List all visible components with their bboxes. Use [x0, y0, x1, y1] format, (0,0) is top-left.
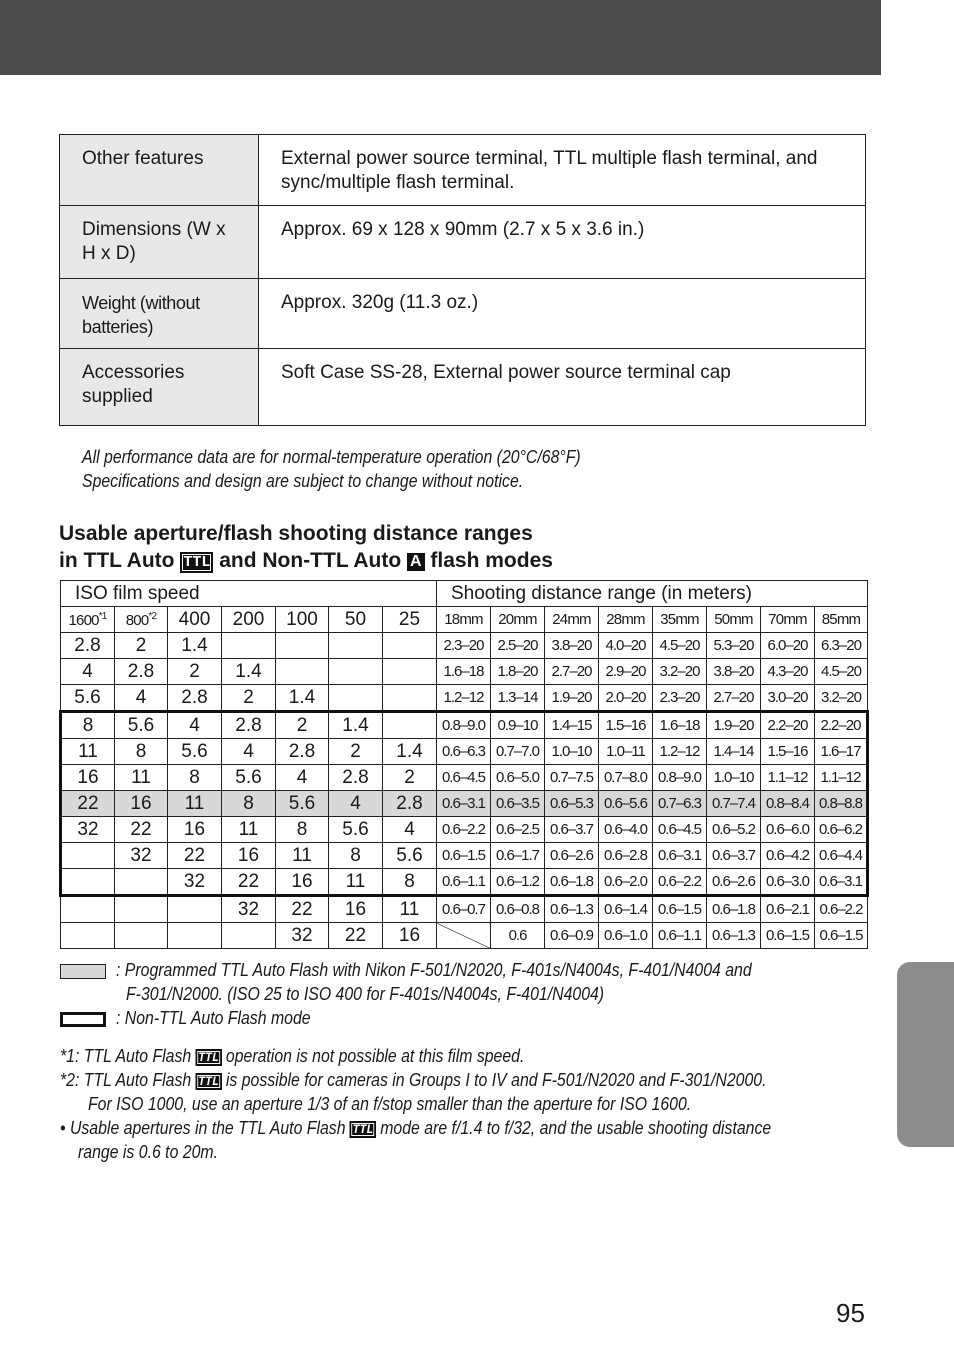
iso-column-header: 1600$^{*1}$	[61, 607, 115, 633]
aperture-cell: 8	[61, 712, 115, 739]
ttl-icon: TTL	[350, 1121, 376, 1138]
distance-range-cell: 0.6–1.1	[437, 869, 491, 896]
distance-range-cell: 0.9–10	[491, 712, 545, 739]
aperture-cell: 11	[383, 896, 437, 923]
distance-range-cell: 0.6–3.5	[491, 791, 545, 817]
aperture-cell	[329, 685, 383, 712]
aperture-cell: 5.6	[61, 685, 115, 712]
distance-range-cell: 0.6–6.3	[437, 739, 491, 765]
distance-range-cell: 4.5–20	[815, 659, 868, 685]
distance-range-cell: 0.6–2.6	[545, 843, 599, 869]
aperture-cell: 4	[329, 791, 383, 817]
spec-row	[60, 206, 866, 279]
distance-range-cell: 0.7–7.0	[491, 739, 545, 765]
spec-value: Soft Case SS-28, External power source terminal cap	[259, 349, 866, 426]
aperture-cell	[61, 869, 115, 896]
distance-range-cell: 0.6–2.2	[437, 817, 491, 843]
outline-swatch	[60, 1012, 106, 1027]
distance-range-cell: 0.6–6.2	[815, 817, 868, 843]
distance-range-cell: 4.5–20	[653, 633, 707, 659]
aperture-cell: 22	[115, 817, 168, 843]
aperture-cell	[115, 923, 168, 949]
focal-column-header: 28mm	[599, 607, 653, 633]
distance-range-cell: 1.8–20	[491, 659, 545, 685]
distance-range-cell: 0.6–6.0	[761, 817, 815, 843]
range-header: Shooting distance range (in meters)	[437, 581, 868, 607]
aperture-cell: 2.8	[276, 739, 329, 765]
distance-range-cell: 1.2–12	[437, 685, 491, 712]
aperture-cell: 2.8	[115, 659, 168, 685]
distance-range-cell: 0.8–8.4	[761, 791, 815, 817]
distance-range-cell: 0.6–4.5	[437, 765, 491, 791]
distance-range-cell: 1.9–20	[707, 712, 761, 739]
spec-row	[60, 135, 866, 206]
distance-range-cell: 0.6–1.7	[491, 843, 545, 869]
footnote-2-cont: For ISO 1000, use an aperture 1/3 of an f/stop smaller than the aperture for ISO 1600.	[88, 1094, 692, 1114]
aperture-cell: 8	[222, 791, 276, 817]
spec-label: Accessories supplied	[60, 349, 259, 426]
aperture-cell: 22	[276, 896, 329, 923]
aperture-cell	[168, 923, 222, 949]
aperture-cell: 32	[276, 923, 329, 949]
fn-text: is possible for cameras in Groups I to IV and F-501/N2020 and F-301/N2000.	[225, 1070, 767, 1090]
focal-column-header: 70mm	[761, 607, 815, 633]
distance-range-cell: 0.7–6.3	[653, 791, 707, 817]
aperture-cell: 16	[115, 791, 168, 817]
gray-swatch	[60, 964, 106, 979]
table-row	[61, 712, 868, 739]
aperture-cell	[383, 659, 437, 685]
legend-outline-text: : Non-TTL Auto Flash mode	[116, 1008, 311, 1028]
distance-range-cell: 0.6–5.2	[707, 817, 761, 843]
distance-range-cell: 0.6–4.5	[653, 817, 707, 843]
aperture-cell: 22	[329, 923, 383, 949]
distance-range-cell: 0.6–1.2	[491, 869, 545, 896]
aperture-cell: 32	[222, 896, 276, 923]
bullet-note-cont: range is 0.6 to 20m.	[78, 1142, 219, 1162]
note-line: All performance data are for normal-temperature operation (20°C/68°F)	[82, 447, 581, 467]
aperture-cell: 8	[329, 843, 383, 869]
aperture-cell: 1.4	[383, 739, 437, 765]
distance-range-cell: 1.0–11	[599, 739, 653, 765]
aperture-cell: 16	[61, 765, 115, 791]
aperture-cell: 1.4	[168, 633, 222, 659]
aperture-cell: 11	[329, 869, 383, 896]
distance-range-cell: 0.6–2.8	[599, 843, 653, 869]
fn-text: mode are f/1.4 to f/32, and the usable shooting distance	[380, 1118, 772, 1138]
distance-range-cell: 1.6–18	[437, 659, 491, 685]
distance-range-cell: 1.0–10	[707, 765, 761, 791]
distance-range-cell: 0.6–1.5	[815, 923, 868, 949]
distance-range-cell: 0.6–2.1	[761, 896, 815, 923]
aperture-cell: 16	[168, 817, 222, 843]
aperture-cell: 22	[168, 843, 222, 869]
table-row	[61, 739, 868, 765]
distance-range-cell: 1.3–14	[491, 685, 545, 712]
table-row	[61, 765, 868, 791]
distance-range-cell: 0.6–5.6	[599, 791, 653, 817]
aperture-cell: 11	[115, 765, 168, 791]
distance-range-cell	[437, 923, 491, 949]
distance-range-cell: 0.6–2.0	[599, 869, 653, 896]
footnote-1	[60, 1044, 524, 1068]
distance-range-cell: 0.6–2.6	[707, 869, 761, 896]
distance-range-cell: 1.6–18	[653, 712, 707, 739]
distance-range-cell: 0.6–1.5	[437, 843, 491, 869]
iso-column-header: 100	[276, 607, 329, 633]
iso-header: ISO film speed	[61, 581, 437, 607]
spec-table	[59, 134, 866, 426]
aperture-cell: 8	[276, 817, 329, 843]
distance-range-cell: 0.8–8.8	[815, 791, 868, 817]
heading-line: Usable aperture/flash shooting distance ranges	[59, 522, 533, 545]
aperture-cell	[61, 843, 115, 869]
distance-range-cell: 1.1–12	[761, 765, 815, 791]
performance-notes	[82, 445, 581, 493]
aperture-cell: 11	[276, 843, 329, 869]
distance-range-cell: 0.6–0.7	[437, 896, 491, 923]
distance-range-cell: 2.7–20	[707, 685, 761, 712]
distance-range-cell: 2.0–20	[599, 685, 653, 712]
aperture-cell	[276, 659, 329, 685]
distance-range-cell: 3.8–20	[707, 659, 761, 685]
distance-range-cell: 0.6–1.8	[545, 869, 599, 896]
aperture-cell	[222, 923, 276, 949]
aperture-cell: 11	[222, 817, 276, 843]
aperture-cell: 2	[276, 712, 329, 739]
aperture-cell: 2.8	[383, 791, 437, 817]
distance-range-cell: 0.6–3.0	[761, 869, 815, 896]
distance-range-cell: 0.6–3.1	[653, 843, 707, 869]
aperture-cell: 22	[222, 869, 276, 896]
distance-range-cell: 0.6–1.3	[707, 923, 761, 949]
distance-range-cell: 2.2–20	[761, 712, 815, 739]
aperture-cell: 2.8	[61, 633, 115, 659]
aperture-cell: 8	[383, 869, 437, 896]
distance-range-cell: 1.6–17	[815, 739, 868, 765]
distance-range-cell: 0.6–3.1	[437, 791, 491, 817]
ttl-icon: TTL	[196, 1073, 222, 1090]
focal-column-header: 18mm	[437, 607, 491, 633]
distance-range-cell: 0.6–1.8	[707, 896, 761, 923]
aperture-cell	[329, 633, 383, 659]
aperture-cell: 2.8	[329, 765, 383, 791]
aperture-cell: 5.6	[115, 712, 168, 739]
distance-range-cell: 0.6–3.7	[545, 817, 599, 843]
spec-label: Other features	[60, 135, 259, 206]
distance-range-cell: 2.3–20	[437, 633, 491, 659]
aperture-cell: 5.6	[168, 739, 222, 765]
distance-range-cell: 0.6–4.2	[761, 843, 815, 869]
distance-range-cell: 0.6–1.5	[761, 923, 815, 949]
distance-range-cell: 2.9–20	[599, 659, 653, 685]
distance-range-cell: 5.3–20	[707, 633, 761, 659]
legend-gray-text: : Programmed TTL Auto Flash with Nikon F-501/N2020, F-401s/N4004s, F-401/N4004 and	[116, 960, 752, 980]
aperture-cell: 4	[61, 659, 115, 685]
distance-range-cell: 0.8–9.0	[653, 765, 707, 791]
section-heading	[59, 520, 553, 574]
table-row	[61, 791, 868, 817]
aperture-cell: 4	[222, 739, 276, 765]
aperture-cell: 5.6	[383, 843, 437, 869]
aperture-cell: 16	[329, 896, 383, 923]
distance-range-cell: 3.2–20	[653, 659, 707, 685]
distance-range-cell: 0.6–3.7	[707, 843, 761, 869]
aperture-cell: 11	[61, 739, 115, 765]
distance-range-cell: 0.7–7.4	[707, 791, 761, 817]
distance-range-cell: 0.7–7.5	[545, 765, 599, 791]
aperture-cell	[383, 633, 437, 659]
aperture-cell	[222, 633, 276, 659]
aperture-cell: 2.8	[222, 712, 276, 739]
iso-column-header: 800$^{*2}$	[115, 607, 168, 633]
spec-value: Approx. 69 x 128 x 90mm (2.7 x 5 x 3.6 in.)	[259, 206, 866, 279]
aperture-cell: 2	[222, 685, 276, 712]
aperture-cell: 4	[383, 817, 437, 843]
spec-value: Approx. 320g (11.3 oz.)	[259, 279, 866, 349]
distance-range-cell: 0.6–5.0	[491, 765, 545, 791]
table-row	[61, 843, 868, 869]
distance-range-cell: 0.6–2.2	[815, 896, 868, 923]
aperture-cell: 8	[168, 765, 222, 791]
distance-range-cell: 0.8–9.0	[437, 712, 491, 739]
note-line: Specifications and design are subject to change without notice.	[82, 471, 524, 491]
table-header-row	[61, 581, 868, 607]
distance-range-cell: 0.6–1.0	[599, 923, 653, 949]
distance-range-cell: 2.7–20	[545, 659, 599, 685]
legend-gray-text-cont: F-301/N2000. (ISO 25 to ISO 400 for F-401s/N4004s, F-401/N4004)	[126, 984, 605, 1004]
aperture-cell: 16	[222, 843, 276, 869]
distance-range-cell: 1.4–15	[545, 712, 599, 739]
focal-column-header: 24mm	[545, 607, 599, 633]
aperture-cell	[115, 869, 168, 896]
distance-range-cell: 1.4–14	[707, 739, 761, 765]
aperture-cell	[383, 712, 437, 739]
distance-range-cell: 2.3–20	[653, 685, 707, 712]
focal-column-header: 50mm	[707, 607, 761, 633]
table-row	[61, 633, 868, 659]
distance-range-cell: 0.7–8.0	[599, 765, 653, 791]
table-row	[61, 923, 868, 949]
table-row	[61, 869, 868, 896]
iso-column-header: 25	[383, 607, 437, 633]
distance-range-cell: 0.6–1.5	[653, 896, 707, 923]
distance-range-cell: 1.1–12	[815, 765, 868, 791]
aperture-cell: 22	[61, 791, 115, 817]
heading-line	[59, 547, 553, 574]
distance-range-cell: 0.6–4.4	[815, 843, 868, 869]
aperture-cell	[276, 633, 329, 659]
aperture-distance-table	[59, 580, 869, 949]
distance-range-cell: 1.5–16	[761, 739, 815, 765]
footnote-2	[60, 1068, 767, 1092]
distance-range-cell: 1.5–16	[599, 712, 653, 739]
aperture-cell: 2	[115, 633, 168, 659]
distance-range-cell: 0.6–0.8	[491, 896, 545, 923]
aperture-cell: 2	[329, 739, 383, 765]
column-header-row	[61, 607, 868, 633]
distance-range-cell: 3.2–20	[815, 685, 868, 712]
aperture-cell: 32	[115, 843, 168, 869]
table-row	[61, 817, 868, 843]
aperture-cell	[61, 896, 115, 923]
distance-range-cell: 0.6–2.2	[653, 869, 707, 896]
distance-range-cell: 0.6–1.3	[545, 896, 599, 923]
focal-column-header: 35mm	[653, 607, 707, 633]
side-tab	[897, 962, 954, 1147]
aperture-cell: 32	[168, 869, 222, 896]
iso-column-header: 50	[329, 607, 383, 633]
aperture-cell: 4	[168, 712, 222, 739]
distance-range-cell: 4.3–20	[761, 659, 815, 685]
heading-text: in TTL Auto	[59, 549, 175, 572]
distance-range-cell: 0.6–1.4	[599, 896, 653, 923]
aperture-cell: 11	[168, 791, 222, 817]
aperture-cell: 2	[168, 659, 222, 685]
fn-text: • Usable apertures in the TTL Auto Flash	[60, 1118, 346, 1138]
aperture-cell: 5.6	[329, 817, 383, 843]
aperture-cell: 4	[276, 765, 329, 791]
distance-range-cell: 0.6–1.1	[653, 923, 707, 949]
aperture-cell: 2.8	[168, 685, 222, 712]
page-number: 95	[836, 1298, 865, 1328]
aperture-cell: 8	[115, 739, 168, 765]
header-bar	[0, 0, 881, 75]
aperture-cell: 1.4	[222, 659, 276, 685]
distance-range-cell: 3.0–20	[761, 685, 815, 712]
distance-range-cell: 0.6–0.9	[545, 923, 599, 949]
bullet-note	[60, 1116, 771, 1140]
aperture-cell	[115, 896, 168, 923]
aperture-cell: 16	[276, 869, 329, 896]
distance-range-cell: 0.6–2.5	[491, 817, 545, 843]
spec-label: Weight (without batteries)	[60, 279, 259, 349]
distance-range-cell: 0.6–5.3	[545, 791, 599, 817]
distance-range-cell: 6.3–20	[815, 633, 868, 659]
spec-row	[60, 279, 866, 349]
aperture-cell	[383, 685, 437, 712]
aperture-cell: 1.4	[329, 712, 383, 739]
table-row	[61, 685, 868, 712]
aperture-cell: 5.6	[276, 791, 329, 817]
aperture-cell: 5.6	[222, 765, 276, 791]
aperture-cell: 16	[383, 923, 437, 949]
table-row	[61, 896, 868, 923]
iso-column-header: 400	[168, 607, 222, 633]
aperture-cell	[61, 923, 115, 949]
distance-range-cell: 6.0–20	[761, 633, 815, 659]
distance-range-cell: 4.0–20	[599, 633, 653, 659]
table-row	[61, 659, 868, 685]
distance-range-cell: 2.2–20	[815, 712, 868, 739]
heading-text: flash modes	[430, 549, 553, 572]
ttl-icon: TTL	[196, 1049, 222, 1066]
distance-range-cell: 0.6–4.0	[599, 817, 653, 843]
a-icon: A	[407, 553, 425, 571]
aperture-cell: 1.4	[276, 685, 329, 712]
spec-value: External power source terminal, TTL multiple flash terminal, and sync/multiple flash terminal.	[259, 135, 866, 206]
distance-range-cell: 2.5–20	[491, 633, 545, 659]
distance-range-cell: 1.9–20	[545, 685, 599, 712]
aperture-cell	[168, 896, 222, 923]
spec-row	[60, 349, 866, 426]
aperture-cell	[329, 659, 383, 685]
aperture-cell: 2	[383, 765, 437, 791]
iso-column-header: 200	[222, 607, 276, 633]
focal-column-header: 20mm	[491, 607, 545, 633]
heading-text: and Non-TTL Auto	[219, 549, 402, 572]
aperture-cell: 32	[61, 817, 115, 843]
distance-range-cell: 0.6	[491, 923, 545, 949]
distance-range-cell: 1.2–12	[653, 739, 707, 765]
aperture-cell: 4	[115, 685, 168, 712]
fn-text: *1: TTL Auto Flash	[60, 1046, 192, 1066]
fn-text: *2: TTL Auto Flash	[60, 1070, 192, 1090]
ttl-icon: TTL	[180, 552, 213, 573]
distance-range-cell: 3.8–20	[545, 633, 599, 659]
spec-label: Dimensions (W x H x D)	[60, 206, 259, 279]
distance-range-cell: 1.0–10	[545, 739, 599, 765]
fn-text: operation is not possible at this film speed.	[225, 1046, 525, 1066]
distance-range-cell: 0.6–3.1	[815, 869, 868, 896]
focal-column-header: 85mm	[815, 607, 868, 633]
